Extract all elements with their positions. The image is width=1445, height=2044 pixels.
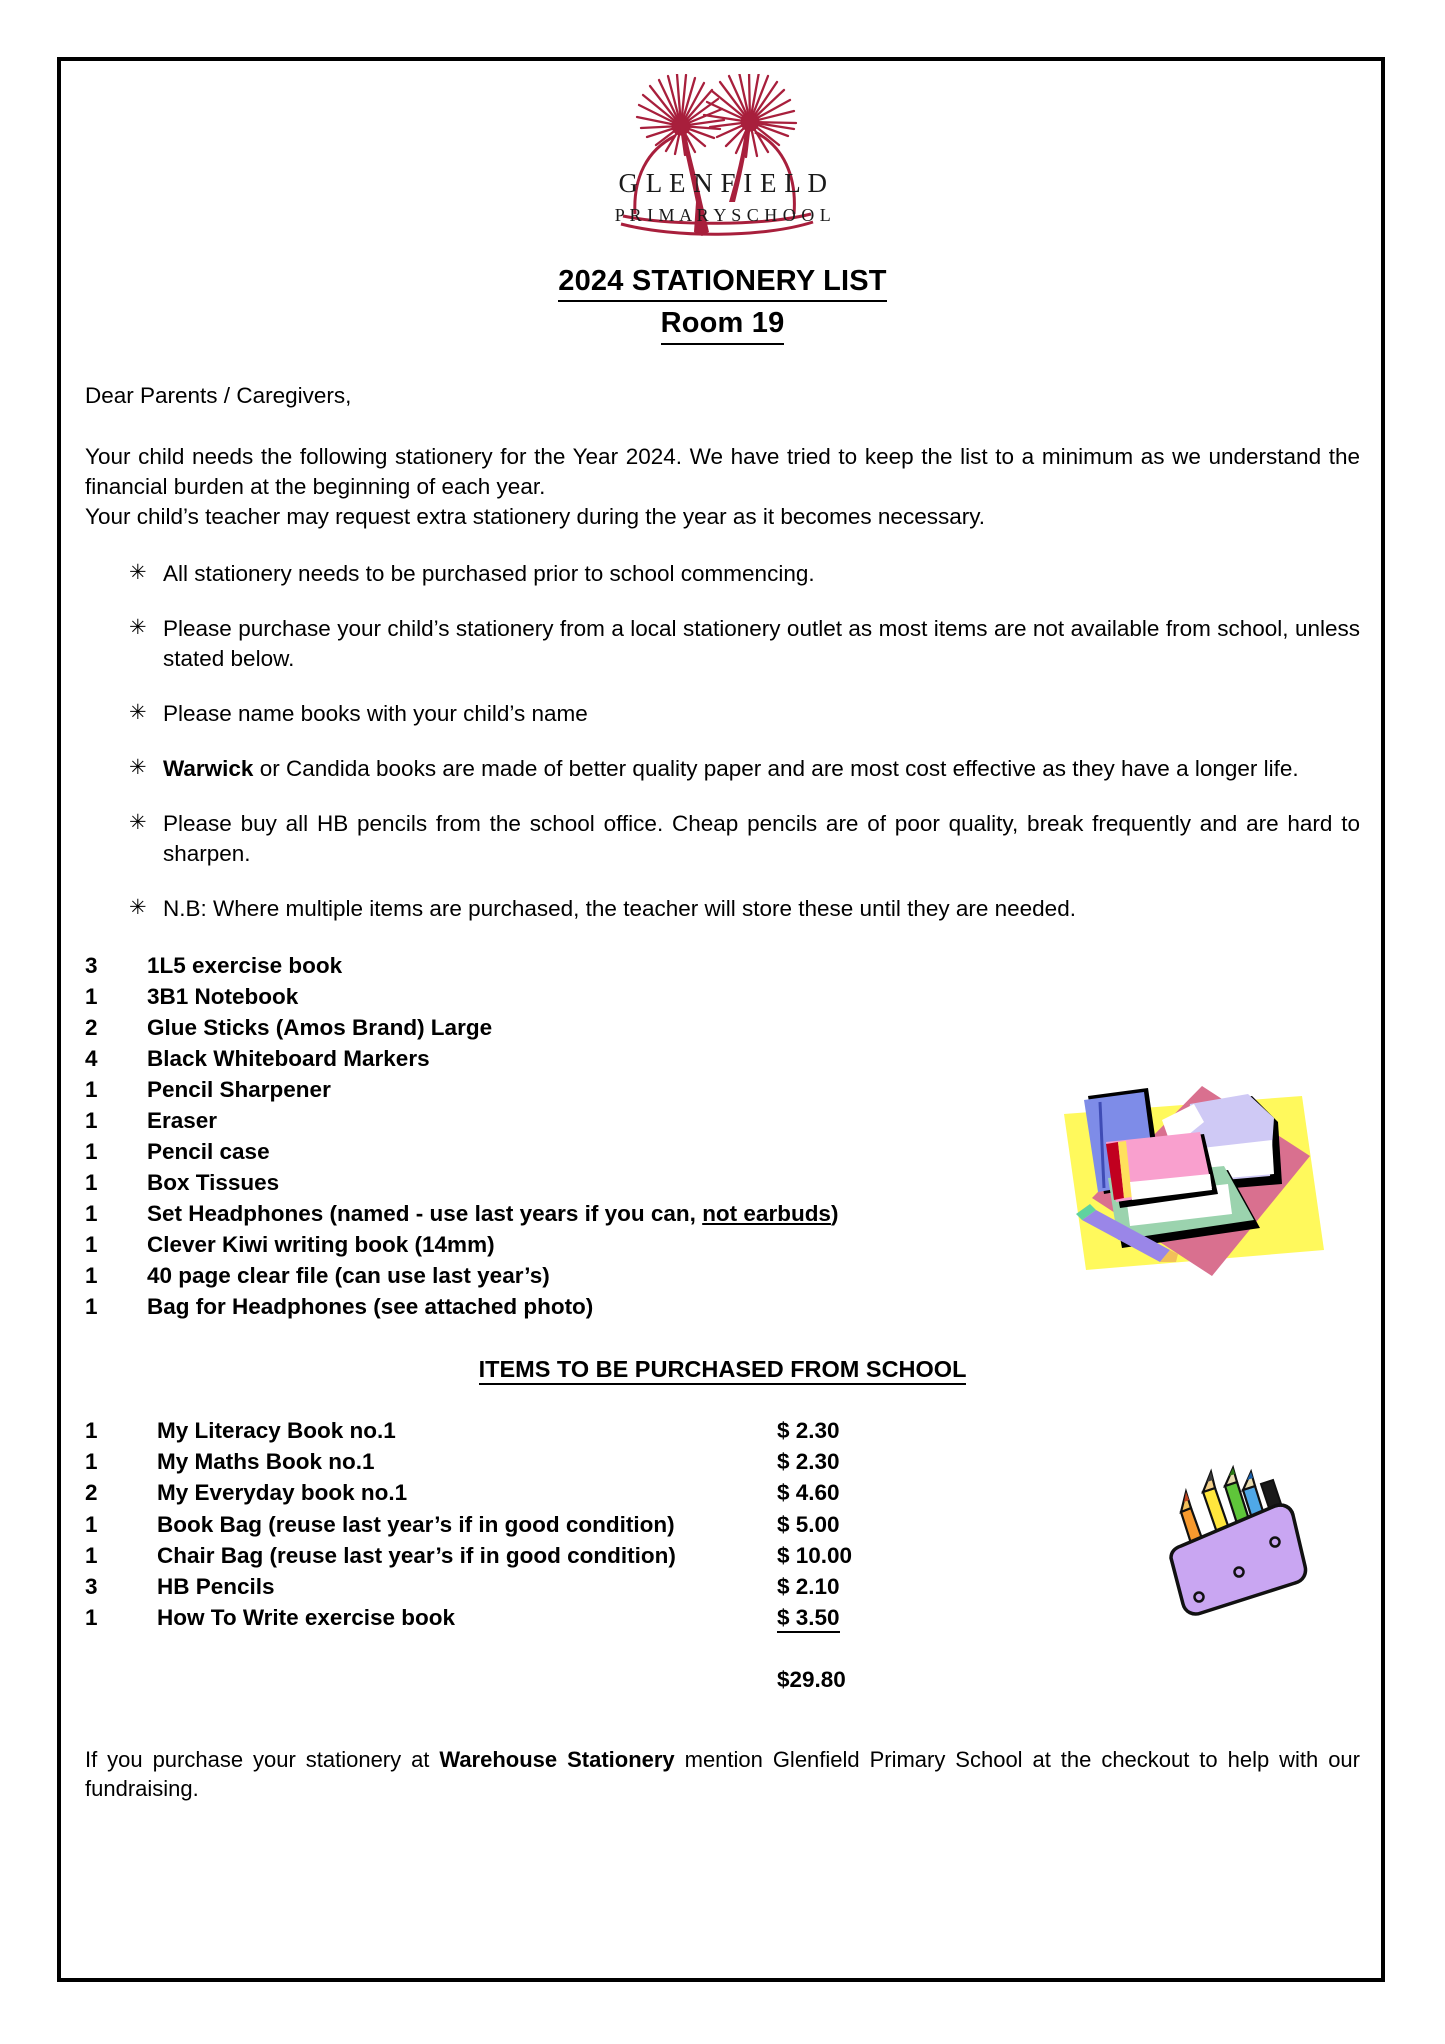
- intro-paragraphs: [85, 442, 1360, 532]
- stack-of-books-clipart: [1052, 1078, 1342, 1288]
- page-title: [85, 264, 1360, 345]
- supply-quantity: 1: [85, 1263, 98, 1289]
- instruction-item-text: Warwick or Candida books are made of better quality paper and are most cost effective as they have a longer life.: [163, 756, 1299, 782]
- supply-quantity: 2: [85, 1014, 98, 1040]
- school-item-price: $ 4.60: [777, 1480, 840, 1506]
- supply-item-name: Clever Kiwi writing book (14mm): [147, 1232, 495, 1258]
- supply-quantity: 3: [85, 952, 98, 978]
- school-item-name: HB Pencils: [157, 1573, 275, 1599]
- supply-item-name: 1L5 exercise book: [147, 952, 343, 978]
- school-item-quantity: 1: [85, 1604, 98, 1630]
- asterisk-bullet-icon: ✳: [129, 616, 147, 640]
- glenfield-logo-graphic: [563, 74, 883, 242]
- supply-item-name: Glue Sticks (Amos Brand) Large: [147, 1014, 493, 1040]
- school-item-name: Chair Bag (reuse last year’s if in good condition): [157, 1542, 676, 1568]
- school-item-name: My Everyday book no.1: [157, 1480, 408, 1506]
- logo-school-name: G L E N F I E L D: [618, 168, 827, 198]
- school-item-quantity: 1: [85, 1511, 98, 1537]
- school-items-header-text: ITEMS TO BE PURCHASED FROM SCHOOL: [479, 1356, 967, 1385]
- logo-school-subtitle: P R I M A R Y S C H O O L: [614, 205, 831, 225]
- instruction-item-text: N.B: Where multiple items are purchased, the teacher will store these until they are needed.: [163, 895, 1076, 921]
- supply-list-row: [85, 1043, 1360, 1074]
- school-item-quantity: 2: [85, 1480, 98, 1506]
- supply-quantity: 1: [85, 1077, 98, 1102]
- school-item-name: How To Write exercise book: [157, 1604, 455, 1630]
- school-item-name: My Literacy Book no.1: [157, 1418, 396, 1444]
- supply-item-name: Box Tissues: [147, 1170, 280, 1196]
- asterisk-bullet-icon: ✳: [129, 811, 147, 835]
- school-items-header: [85, 1356, 1360, 1383]
- supply-quantity: 1: [85, 1294, 98, 1320]
- supply-quantity: 1: [85, 1232, 98, 1258]
- fundraising-note-store: Warehouse Stationery: [439, 1746, 675, 1772]
- school-item-name: Book Bag (reuse last year’s if in good condition): [157, 1511, 675, 1537]
- intro-paragraph-1: Your child needs the following stationery for the Year 2024. We have tried to keep the list to a minimum as we understand the financial burden at the beginning of each year.: [85, 443, 1360, 499]
- instruction-item-text: Please name books with your child’s name: [163, 701, 588, 727]
- supply-item-name: Bag for Headphones (see attached photo): [147, 1294, 594, 1320]
- supply-quantity: 1: [85, 1108, 98, 1134]
- fundraising-note-pre: If you purchase your stationery at: [85, 1746, 440, 1772]
- supply-item-name: Eraser: [147, 1108, 218, 1134]
- school-item-price: $ 2.10: [777, 1573, 840, 1599]
- school-item-price: $ 2.30: [777, 1449, 840, 1475]
- supply-item-name: Pencil case: [147, 1139, 270, 1165]
- school-item-price: $ 3.50: [777, 1605, 840, 1633]
- supply-item-name: 40 page clear file (can use last year’s): [147, 1263, 550, 1289]
- title-line-1: 2024 STATIONERY LIST: [558, 264, 886, 302]
- supply-item-name: Black Whiteboard Markers: [147, 1045, 430, 1071]
- supply-item-name: Pencil Sharpener: [147, 1077, 331, 1102]
- total-amount: $29.80: [777, 1666, 846, 1692]
- instructions-list: [85, 559, 1360, 923]
- school-item-price: $ 2.30: [777, 1418, 840, 1444]
- instruction-item: [85, 559, 1360, 589]
- instruction-item: [85, 894, 1360, 924]
- instruction-item-text: Please buy all HB pencils from the school office. Cheap pencils are of poor quality, break frequently and are hard to sharpen.: [163, 811, 1360, 866]
- school-item-quantity: 1: [85, 1449, 98, 1475]
- asterisk-bullet-icon: ✳: [129, 561, 147, 585]
- instruction-item-text: Please purchase your child’s stationery from a local stationery outlet as most items are not available from school, unless stated below.: [163, 616, 1360, 672]
- school-item-price: $ 10.00: [777, 1542, 853, 1568]
- instruction-item: [85, 809, 1360, 869]
- asterisk-bullet-icon: ✳: [129, 895, 147, 919]
- supply-item-emphasis: not earbuds: [702, 1201, 831, 1227]
- supply-quantity: 1: [85, 1170, 98, 1196]
- title-line-2: Room 19: [661, 306, 785, 344]
- school-item-row: [85, 1415, 1360, 1446]
- salutation: Dear Parents / Caregivers,: [85, 382, 352, 408]
- asterisk-bullet-icon: ✳: [129, 756, 147, 780]
- school-logo: [85, 74, 1360, 242]
- supply-list-row: [85, 1012, 1360, 1043]
- supply-quantity: 1: [85, 1201, 98, 1227]
- supply-list-row: [85, 981, 1360, 1012]
- school-item-price: $ 5.00: [777, 1511, 840, 1537]
- fundraising-note-post: mention Glenfield Primary School at the checkout to help with our fundraising.: [85, 1746, 1360, 1801]
- school-item-quantity: 3: [85, 1573, 98, 1599]
- supply-item-name: 3B1 Notebook: [147, 983, 299, 1009]
- supply-list-row: [85, 1291, 1360, 1322]
- supply-list-row: [85, 950, 1360, 981]
- instruction-item: [85, 699, 1360, 729]
- instruction-item: [85, 614, 1360, 674]
- instruction-item: [85, 754, 1360, 784]
- intro-paragraph-2: Your child’s teacher may request extra stationery during the year as it becomes necessary.: [85, 503, 986, 529]
- instruction-bold-term: Warwick: [163, 756, 254, 782]
- supply-quantity: 4: [85, 1045, 98, 1071]
- supply-quantity: 1: [85, 1139, 98, 1165]
- total-spacer: [85, 1667, 777, 1693]
- school-item-name: My Maths Book no.1: [157, 1449, 375, 1475]
- fundraising-note: [85, 1745, 1360, 1804]
- asterisk-bullet-icon: ✳: [129, 701, 147, 725]
- supply-item-name: Set Headphones (named - use last years if you can, not earbuds): [147, 1201, 839, 1227]
- total-row: [85, 1667, 1360, 1693]
- pencil-case-clipart: [1163, 1462, 1353, 1627]
- supply-quantity: 1: [85, 983, 98, 1009]
- school-item-quantity: 1: [85, 1418, 98, 1444]
- school-item-quantity: 1: [85, 1542, 98, 1568]
- instruction-item-text: All stationery needs to be purchased prior to school commencing.: [163, 561, 815, 587]
